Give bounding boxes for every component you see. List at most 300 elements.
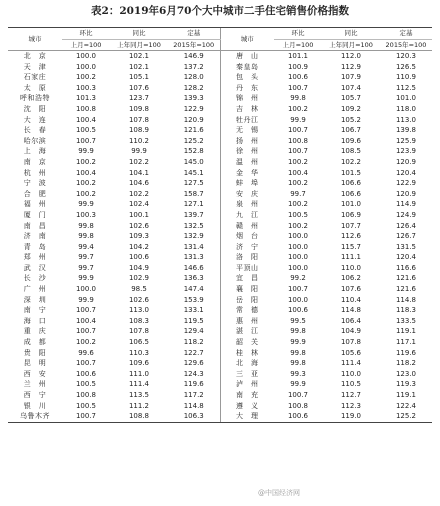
left-base-cell: 128.0 [183,73,204,82]
left-mom-cell: 100.8 [75,391,97,399]
left-mom-cell: 99.9 [78,147,94,156]
left-base-cell: 147.4 [183,285,204,294]
right-mom-cell: 99.9 [290,338,306,347]
table-row [8,189,432,200]
right-mom-cell: 100.7 [287,126,309,135]
right-city-cell: 岳 阳 [220,295,274,306]
right-mom-cell: 99.9 [290,380,306,389]
header-mom-right: 环比 [274,28,322,40]
left-mom-cell: 100.4 [75,115,97,124]
right-yoy-cell: 108.5 [340,147,362,156]
left-mom-cell: 101.3 [75,94,97,103]
table-row [8,295,432,306]
table-row [8,221,432,232]
table-row [8,401,432,412]
left-yoy-cell: 100.6 [128,253,150,262]
left-base-cell: 152.8 [183,147,204,156]
left-yoy-cell: 113.0 [128,306,150,315]
right-yoy-cell: 110.5 [340,380,362,389]
left-mom-cell: 100.2 [75,189,97,198]
right-mom-cell: 100.5 [287,210,309,219]
right-city-cell: 赣 州 [220,221,274,232]
left-city-cell: 太 原 [23,83,47,92]
right-city-cell: 济 宁 [220,242,274,253]
left-city-cell: 杭 州 [23,168,47,177]
left-yoy-cell: 104.6 [128,179,150,188]
right-city-cell: 遵 义 [220,401,274,412]
right-base-cell: 120.3 [395,52,417,60]
right-base-cell: 113.0 [395,115,417,124]
left-base-cell: 136.3 [183,274,204,283]
left-mom-cell: 99.8 [78,221,94,230]
left-yoy-cell: 109.6 [128,359,150,368]
right-base-cell: 125.9 [395,136,417,145]
left-mom-cell: 100.7 [75,306,97,315]
right-city-cell: 桂 林 [220,348,274,359]
right-mom-cell: 100.0 [287,253,309,262]
right-yoy-cell: 107.8 [340,338,362,347]
right-base-cell: 122.4 [395,401,417,410]
right-yoy-cell: 105.6 [340,348,362,357]
left-city-cell: 沈 阳 [23,104,47,113]
right-base-cell: 121.6 [395,285,417,294]
right-city-cell: 大 理 [220,411,274,422]
table-row [8,263,432,274]
right-yoy-cell: 110.4 [340,295,362,304]
right-city-cell: 襄 阳 [220,284,274,295]
left-yoy-cell: 108.3 [128,316,150,325]
right-base-cell: 114.9 [395,200,417,209]
right-city-cell: 泉 州 [220,199,274,210]
right-yoy-cell: 112.6 [340,232,362,241]
right-base-cell: 119.1 [395,391,417,399]
right-base-cell: 126.5 [395,62,417,71]
right-base-cell: 120.4 [395,168,417,177]
right-base-cell: 125.2 [380,411,432,422]
right-city-cell: 平顶山 [220,263,274,274]
left-mom-cell: 100.3 [75,83,97,92]
left-city-cell: 福 州 [23,200,47,209]
right-mom-cell: 100.6 [287,73,309,82]
left-yoy-cell: 102.9 [128,274,150,283]
price-index-table [8,27,432,423]
header-yoy-sub-right: 上年同月=100 [322,40,380,51]
table-row [8,316,432,327]
right-mom-cell: 100.2 [287,200,309,209]
left-city-cell: 重 庆 [23,327,47,336]
table-row [8,284,432,295]
left-base-cell: 129.6 [183,359,204,368]
table-row [8,146,432,157]
left-mom-cell: 100.7 [75,136,97,145]
right-mom-cell: 99.9 [290,115,306,124]
left-yoy-cell: 107.8 [128,115,150,124]
left-city-cell: 昆 明 [23,359,47,368]
right-base-cell: 118.0 [395,104,417,113]
table-row [8,93,432,104]
right-city-cell: 吉 林 [220,104,274,115]
right-base-cell: 120.9 [395,189,417,198]
right-yoy-cell: 110.0 [340,263,362,272]
right-yoy-cell: 105.2 [340,115,362,124]
header-base-left: 定基 [168,28,220,40]
right-yoy-cell: 112.9 [340,62,362,71]
right-yoy-cell: 107.7 [340,221,362,230]
header-city-right: 城市 [220,28,274,51]
header-yoy-left: 同比 [110,28,168,40]
left-yoy-cell: 111.0 [128,369,150,378]
right-base-cell: 120.4 [395,253,417,262]
right-city-cell: 蚌 埠 [220,178,274,189]
left-base-cell: 114.8 [183,401,204,410]
right-mom-cell: 100.8 [287,401,309,410]
right-base-cell: 118.3 [395,306,417,315]
left-yoy-cell: 102.6 [128,295,150,304]
right-mom-cell: 100.0 [287,242,309,251]
right-yoy-cell: 106.6 [340,179,362,188]
right-mom-cell: 100.0 [287,295,309,304]
left-base-cell: 139.3 [183,94,204,103]
right-city-cell: 烟 台 [220,231,274,242]
right-yoy-cell: 106.2 [340,274,362,283]
right-mom-cell: 100.7 [287,83,309,92]
left-city-cell: 南 昌 [23,221,47,230]
left-yoy-cell: 104.9 [128,263,150,272]
right-yoy-cell: 106.7 [340,126,362,135]
table-body [8,51,432,423]
left-city-cell: 北 京 [23,52,47,60]
left-base-cell: 121.6 [183,126,204,135]
right-yoy-cell: 112.0 [340,52,362,60]
right-yoy-cell: 102.2 [340,157,362,166]
left-yoy-cell: 107.6 [128,83,150,92]
right-city-cell: 扬 州 [220,136,274,147]
table-row [8,242,432,253]
left-yoy-cell: 110.3 [128,348,150,357]
right-yoy-cell: 106.6 [340,189,362,198]
left-mom-cell: 99.9 [78,274,94,283]
right-city-cell: 唐 山 [220,51,274,62]
right-base-cell: 112.5 [395,83,417,92]
right-yoy-cell: 111.1 [340,253,362,262]
left-mom-cell: 100.0 [75,62,97,71]
left-yoy-cell: 106.5 [128,338,150,347]
table-row [8,157,432,168]
right-city-cell: 无 锡 [220,125,274,136]
right-city-cell: 三 亚 [220,369,274,380]
right-yoy-cell: 109.6 [340,136,362,145]
header-city-left: 城市 [8,28,62,51]
right-mom-cell: 100.9 [287,62,309,71]
table-row [8,51,432,62]
right-yoy-cell: 107.9 [340,73,362,82]
right-mom-cell: 100.4 [287,168,309,177]
right-base-cell: 114.8 [395,295,417,304]
left-mom-cell: 100.7 [62,411,110,422]
left-base-cell: 127.1 [183,200,204,209]
left-base-cell: 137.2 [183,62,204,71]
left-city-cell: 济 南 [23,232,47,241]
left-yoy-cell: 123.7 [128,94,150,103]
right-city-cell: 安 庆 [220,189,274,200]
right-mom-cell: 99.8 [290,359,306,368]
left-yoy-cell: 104.2 [128,242,150,251]
right-base-cell: 120.9 [395,157,417,166]
left-mom-cell: 100.2 [75,73,97,82]
right-city-cell: 常 德 [220,305,274,316]
left-city-cell: 合 肥 [23,189,47,198]
left-base-cell: 145.1 [183,168,204,177]
right-base-cell: 122.9 [395,179,417,188]
left-mom-cell: 100.4 [75,316,97,325]
table-row [8,115,432,126]
right-city-cell: 秦皇岛 [220,62,274,73]
left-mom-cell: 99.7 [78,253,94,262]
table-row [8,62,432,73]
right-mom-cell: 99.8 [290,94,306,103]
right-base-cell: 117.1 [395,338,417,347]
header-mom-sub-left: 上月=100 [62,40,110,51]
right-city-cell: 包 头 [220,72,274,83]
table-row [8,178,432,189]
right-mom-cell: 99.7 [290,189,306,198]
table-title: 表2：2019年6月70个大中城市二手住宅销售价格指数 [91,5,349,17]
left-yoy-cell: 111.2 [128,401,150,410]
left-base-cell: 145.0 [183,157,204,166]
left-mom-cell: 100.7 [75,327,97,336]
left-base-cell: 133.1 [183,306,204,315]
left-city-cell: 南 宁 [23,306,47,315]
left-mom-cell: 100.6 [75,369,97,378]
right-base-cell: 118.2 [395,359,417,368]
left-city-cell: 石家庄 [23,73,47,82]
right-mom-cell: 99.2 [290,274,306,283]
table-row [8,168,432,179]
left-mom-cell: 99.9 [78,295,94,304]
left-mom-cell: 100.2 [75,157,97,166]
left-yoy-cell: 110.2 [128,136,150,145]
header-mom-sub-right: 上月=100 [274,40,322,51]
left-yoy-cell: 109.3 [128,232,150,241]
right-yoy-cell: 114.8 [340,306,362,315]
left-city-cell: 哈尔滨 [23,136,47,145]
left-base-cell: 120.9 [183,115,204,124]
table-row [8,252,432,263]
right-city-cell: 金 华 [220,168,274,179]
left-city-cell: 郑 州 [23,253,47,262]
left-mom-cell: 100.7 [75,359,97,368]
table-row [8,411,432,422]
left-city-cell: 南 京 [23,157,47,166]
left-base-cell: 119.5 [183,316,204,325]
right-city-cell: 牡丹江 [220,115,274,126]
table-row [8,83,432,94]
left-mom-cell: 99.8 [78,232,94,241]
right-base-cell: 126.7 [395,232,417,241]
right-yoy-cell: 112.3 [340,401,362,410]
right-mom-cell: 100.0 [287,263,309,272]
right-mom-cell: 100.2 [287,179,309,188]
table-row [8,72,432,83]
right-mom-cell: 100.6 [274,411,322,422]
left-base-cell: 122.9 [183,104,204,113]
right-yoy-cell: 107.4 [340,83,362,92]
left-mom-cell: 100.3 [75,210,97,219]
right-mom-cell: 100.2 [287,221,309,230]
table-row [8,136,432,147]
left-yoy-cell: 102.2 [128,157,150,166]
right-city-cell: 北 海 [220,358,274,369]
header-base-sub-left: 2015年=100 [168,40,220,51]
table-row [8,348,432,359]
right-city-cell: 湛 江 [220,326,274,337]
left-city-cell: 呼和浩特 [20,94,50,103]
left-base-cell: 125.2 [183,136,204,145]
left-mom-cell: 99.9 [78,200,94,209]
left-mom-cell: 100.5 [75,126,97,135]
right-yoy-cell: 105.7 [340,94,362,103]
right-yoy-cell: 104.9 [340,327,362,336]
table-row [8,369,432,380]
right-mom-cell: 99.3 [290,369,306,378]
left-city-cell: 乌鲁木齐 [8,411,62,422]
right-city-cell: 南 充 [220,390,274,401]
right-base-cell: 123.9 [395,147,417,156]
left-mom-cell: 100.2 [75,338,97,347]
left-mom-cell: 100.2 [75,179,97,188]
right-city-cell: 温 州 [220,157,274,168]
left-yoy-cell: 109.8 [128,104,150,113]
right-base-cell: 124.9 [395,210,417,219]
left-yoy-cell: 111.4 [128,380,150,389]
left-base-cell: 127.5 [183,179,204,188]
right-city-cell: 惠 州 [220,316,274,327]
left-base-cell: 139.7 [183,210,204,219]
left-base-cell: 146.9 [183,52,204,60]
left-base-cell: 153.9 [183,295,204,304]
left-city-cell: 大 连 [23,115,47,124]
right-base-cell: 123.0 [395,369,417,378]
left-city-cell: 海 口 [23,316,47,325]
right-mom-cell: 100.2 [287,104,309,113]
right-base-cell: 133.5 [395,316,417,325]
table-row [8,104,432,115]
left-city-cell: 成 都 [23,338,47,347]
table-row [8,390,432,401]
right-yoy-cell: 106.9 [340,210,362,219]
header-mom-left: 环比 [62,28,110,40]
table-row [8,379,432,390]
left-base-cell: 118.2 [183,338,204,347]
right-city-cell: 宜 昌 [220,273,274,284]
right-mom-cell: 100.2 [287,157,309,166]
table-row [8,210,432,221]
left-base-cell: 132.5 [183,221,204,230]
left-yoy-cell: 102.2 [128,189,150,198]
left-city-cell: 天 津 [23,62,47,71]
table-row [8,358,432,369]
right-base-cell: 139.8 [395,126,417,135]
watermark: @中国经济网 [258,489,300,497]
header-yoy-sub-left: 上年同月=100 [110,40,168,51]
left-base-cell: 122.7 [183,348,204,357]
left-base-cell: 124.3 [183,369,204,378]
header-base-sub-right: 2015年=100 [380,40,432,51]
left-yoy-cell: 98.5 [131,285,147,294]
right-base-cell: 110.9 [395,73,417,82]
right-base-cell: 121.6 [395,274,417,283]
left-yoy-cell: 113.5 [128,391,150,399]
table-row [8,231,432,242]
left-base-cell: 119.6 [183,380,204,389]
left-city-cell: 兰 州 [23,380,47,389]
left-mom-cell: 100.5 [75,380,97,389]
left-mom-cell: 100.0 [75,285,97,294]
right-yoy-cell: 101.0 [340,200,362,209]
left-city-cell: 厦 门 [23,210,47,219]
left-base-cell: 106.3 [168,411,220,422]
right-city-cell: 丹 东 [220,83,274,94]
left-base-cell: 131.4 [183,242,204,251]
left-mom-cell: 100.4 [75,168,97,177]
right-base-cell: 119.3 [395,380,417,389]
left-mom-cell: 100.8 [75,104,97,113]
left-city-cell: 银 川 [23,401,47,410]
left-mom-cell: 100.0 [75,52,97,60]
right-city-cell: 泸 州 [220,379,274,390]
left-base-cell: 158.7 [183,189,204,198]
right-city-cell: 徐 州 [220,146,274,157]
table-row [8,273,432,284]
left-yoy-cell: 102.4 [128,200,150,209]
left-yoy-cell: 102.1 [128,62,150,71]
left-yoy-cell: 107.8 [128,327,150,336]
right-city-cell: 韶 关 [220,337,274,348]
right-mom-cell: 100.8 [287,136,309,145]
right-base-cell: 119.6 [395,348,417,357]
table-row [8,199,432,210]
left-city-cell: 贵 阳 [23,348,47,357]
right-yoy-cell: 101.5 [340,168,362,177]
left-yoy-cell: 104.1 [128,168,150,177]
left-mom-cell: 100.5 [75,401,97,410]
left-yoy-cell: 99.9 [131,147,147,156]
right-mom-cell: 100.7 [287,147,309,156]
left-base-cell: 129.4 [183,327,204,336]
header-yoy-right: 同比 [322,28,380,40]
left-base-cell: 117.2 [183,391,204,399]
left-city-cell: 西 安 [23,369,47,378]
right-mom-cell: 100.7 [287,391,309,399]
right-base-cell: 131.5 [395,242,417,251]
right-yoy-cell: 119.0 [322,411,380,422]
left-yoy-cell: 108.9 [128,126,150,135]
left-yoy-cell: 108.8 [110,411,168,422]
left-base-cell: 131.3 [183,253,204,262]
right-mom-cell: 101.1 [287,52,309,60]
right-base-cell: 119.1 [395,327,417,336]
left-base-cell: 146.6 [183,263,204,272]
table-row [8,326,432,337]
left-city-cell: 西 宁 [23,391,47,399]
right-yoy-cell: 111.4 [340,359,362,368]
right-city-cell: 九 江 [220,210,274,221]
table-row [8,305,432,316]
right-mom-cell: 99.8 [290,348,306,357]
left-city-cell: 长 沙 [23,274,47,283]
left-yoy-cell: 100.1 [128,210,150,219]
right-yoy-cell: 115.7 [340,242,362,251]
